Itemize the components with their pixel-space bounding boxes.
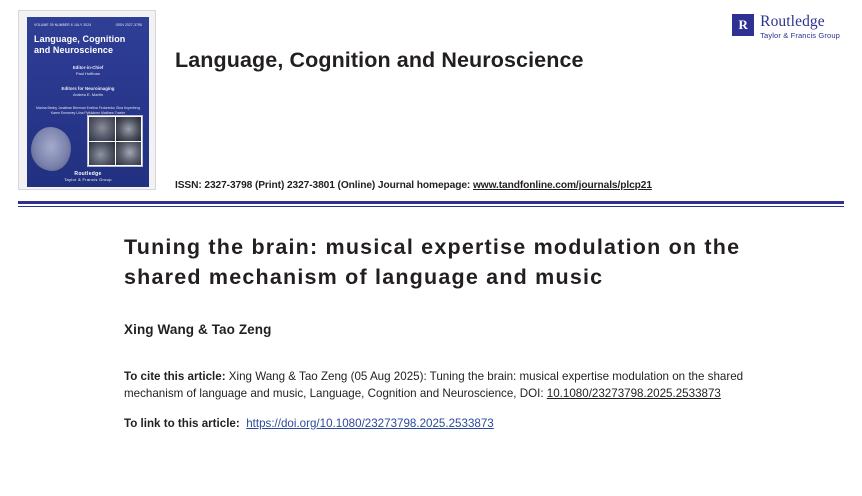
journal-homepage-link[interactable]: www.tandfonline.com/journals/plcp21 (472, 180, 652, 191)
citation-text: Xing Wang & Tao Zeng (05 Aug 2025): Tuning the brain: musical expertise modulation on the shared mechanism of language and music, Language, Cognition and Neuroscience, DOI: (124, 370, 744, 400)
issn-homepage-line (175, 180, 652, 191)
cover-publisher-name: Routledge (74, 171, 102, 177)
cover-assoc-names: Andrea E. Martin (72, 92, 103, 97)
brain-scan-tile (116, 142, 142, 166)
routledge-wordmark (760, 14, 840, 41)
article-link-label: To link to this article: (124, 417, 240, 430)
journal-title: Language, Cognition and Neuroscience (175, 48, 584, 72)
cover-editorial-board: Marina Bedny Jonathan Brennan Evelina Fedorenko Gina Kuperberg Karen Emmorey Liina Pylkkänen Matthew Traxler (36, 106, 140, 115)
brain-scan-tile (89, 117, 115, 141)
journal-cover-thumbnail (18, 10, 156, 190)
publisher-name: Routledge (760, 13, 825, 30)
publisher-tagline: Taylor & Francis Group (760, 31, 840, 40)
cover-issn-text: ISSN 2327-3798 (115, 23, 142, 27)
cover-assoc-label: Editors for Neuroimaging (61, 86, 115, 91)
cover-volume-text: VOLUME 39 NUMBER 6 JULY 2024 (34, 23, 92, 27)
journal-header (0, 0, 862, 200)
doi-url-link[interactable]: https://doi.org/10.1080/23273798.2025.2533873 (246, 417, 494, 430)
citation-block (124, 369, 744, 402)
article-info-block (0, 214, 862, 433)
cover-volume-line (34, 23, 142, 27)
routledge-mark-icon: R (732, 14, 754, 36)
brain-scan-tile (89, 142, 115, 166)
brain-scan-grid-icon (87, 115, 143, 167)
doi-link[interactable]: 10.1080/23273798.2025.2533873 (546, 386, 721, 400)
cover-editor-block (34, 65, 142, 77)
header-divider-thick (18, 201, 844, 204)
article-title: Tuning the brain: musical expertise modulation on the shared mechanism of language and music (124, 235, 741, 289)
cover-publisher-footer (27, 171, 149, 182)
cover-journal-title: Language, Cognition and Neuroscience (34, 34, 126, 55)
article-authors: Xing Wang & Tao Zeng (124, 322, 272, 337)
cover-editor-name: Paul Hoffman (75, 71, 101, 76)
cover-assoc-block (34, 86, 142, 98)
issn-text: ISSN: 2327-3798 (Print) 2327-3801 (Online) Journal homepage: (175, 180, 473, 191)
brain-illustration-icon (31, 127, 71, 171)
article-link-block (124, 416, 862, 433)
routledge-logo (732, 14, 840, 41)
cover-editor-label: Editor-in-Chief (72, 65, 104, 70)
header-divider-thin (18, 206, 844, 207)
journal-cover-art (27, 17, 149, 187)
citation-label: To cite this article: (124, 370, 226, 383)
cover-publisher-tagline: Taylor & Francis Group (64, 177, 112, 182)
brain-scan-tile (116, 117, 142, 141)
